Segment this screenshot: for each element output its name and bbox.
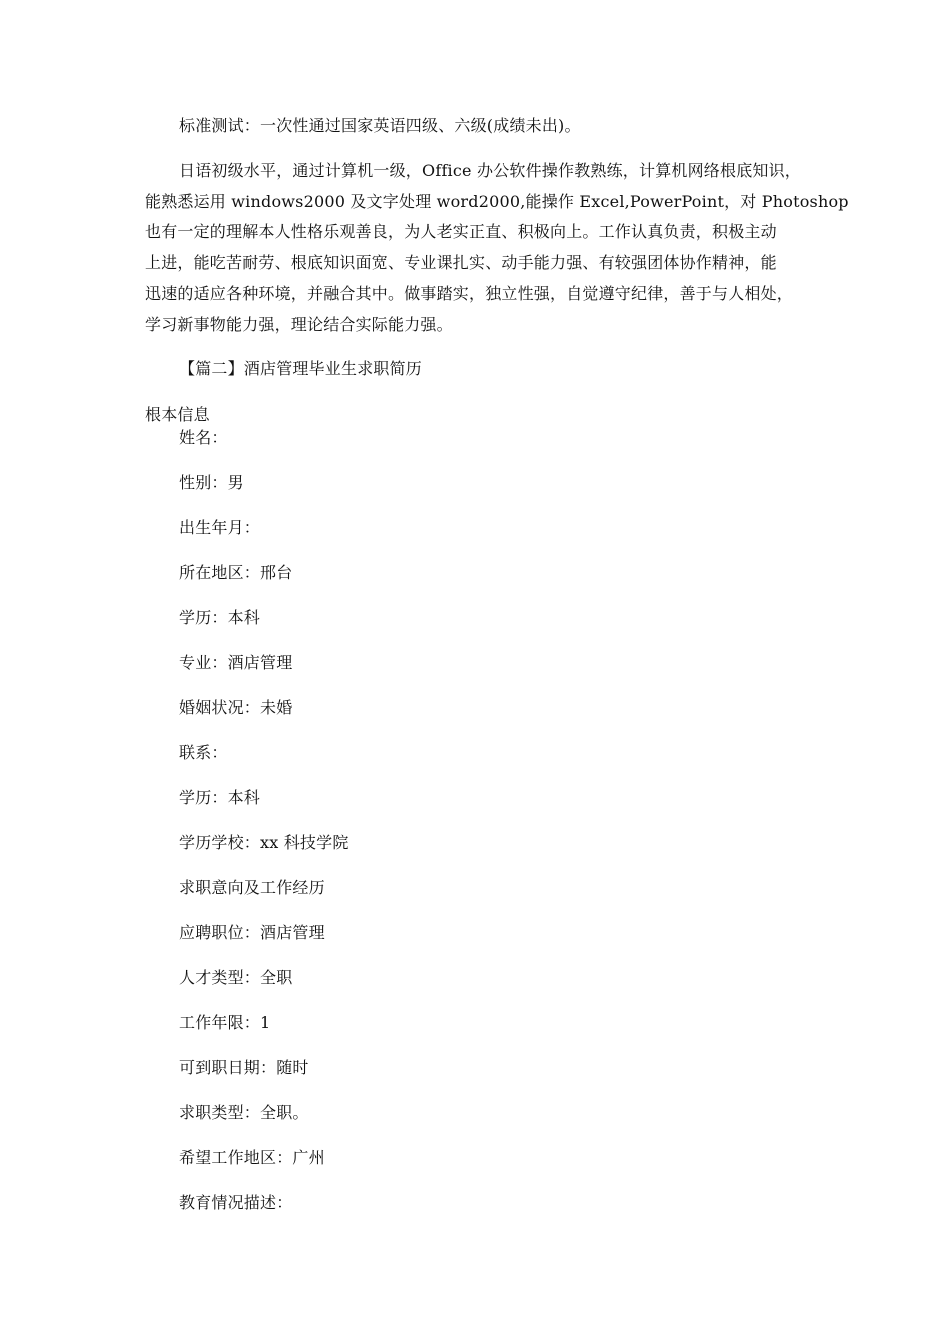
- skills-paragraph-line: 迅速的适应各种环境，并融合其中。做事踏实，独立性强，自觉遵守纪律，善于与人相处，: [145, 284, 794, 303]
- skills-paragraph-line: 也有一定的理解本人性格乐观善良，为人老实正直、积极向上。工作认真负责，积极主动: [145, 222, 777, 241]
- skills-paragraph-line: 学习新事物能力强，理论结合实际能力强。: [145, 315, 453, 334]
- field-region: 所在地区：邢台: [179, 563, 293, 582]
- field-job-type: 求职类型：全职。: [179, 1103, 309, 1122]
- section-title: 【篇二】酒店管理毕业生求职简历: [179, 359, 423, 378]
- field-name: 姓名：: [179, 428, 228, 447]
- field-education: 学历：本科: [179, 608, 261, 627]
- field-education-2: 学历：本科: [179, 788, 261, 807]
- field-contact: 联系：: [179, 743, 228, 762]
- job-intent-heading: 求职意向及工作经历: [179, 878, 325, 897]
- field-desired-location: 希望工作地区：广州: [179, 1148, 325, 1167]
- field-gender: 性别：男: [179, 473, 244, 492]
- field-talent-type: 人才类型：全职: [179, 968, 293, 987]
- english-test-line: 标准测试：一次性通过国家英语四级、六级(成绩未出)。: [179, 116, 581, 135]
- field-major: 专业：酒店管理: [179, 653, 293, 672]
- field-position: 应聘职位：酒店管理: [179, 923, 325, 942]
- basic-info-heading: 根本信息: [145, 405, 210, 424]
- field-start-date: 可到职日期：随时: [179, 1058, 309, 1077]
- field-marital-status: 婚姻状况：未婚: [179, 698, 293, 717]
- field-school: 学历学校：xx 科技学院: [179, 833, 349, 852]
- skills-paragraph-line: 上进，能吃苦耐劳、根底知识面宽、专业课扎实、动手能力强、有较强团体协作精神，能: [145, 253, 777, 272]
- field-work-years: 工作年限：1: [179, 1013, 271, 1032]
- field-education-description: 教育情况描述：: [179, 1193, 293, 1212]
- skills-paragraph-line: 能熟悉运用 windows2000 及文字处理 word2000,能操作 Excel,PowerPoint，对 Photoshop: [145, 192, 849, 211]
- skills-paragraph-line: 日语初级水平，通过计算机一级，Office 办公软件操作教熟练，计算机网络根底知识，: [179, 161, 801, 180]
- field-birth-date: 出生年月：: [179, 518, 261, 537]
